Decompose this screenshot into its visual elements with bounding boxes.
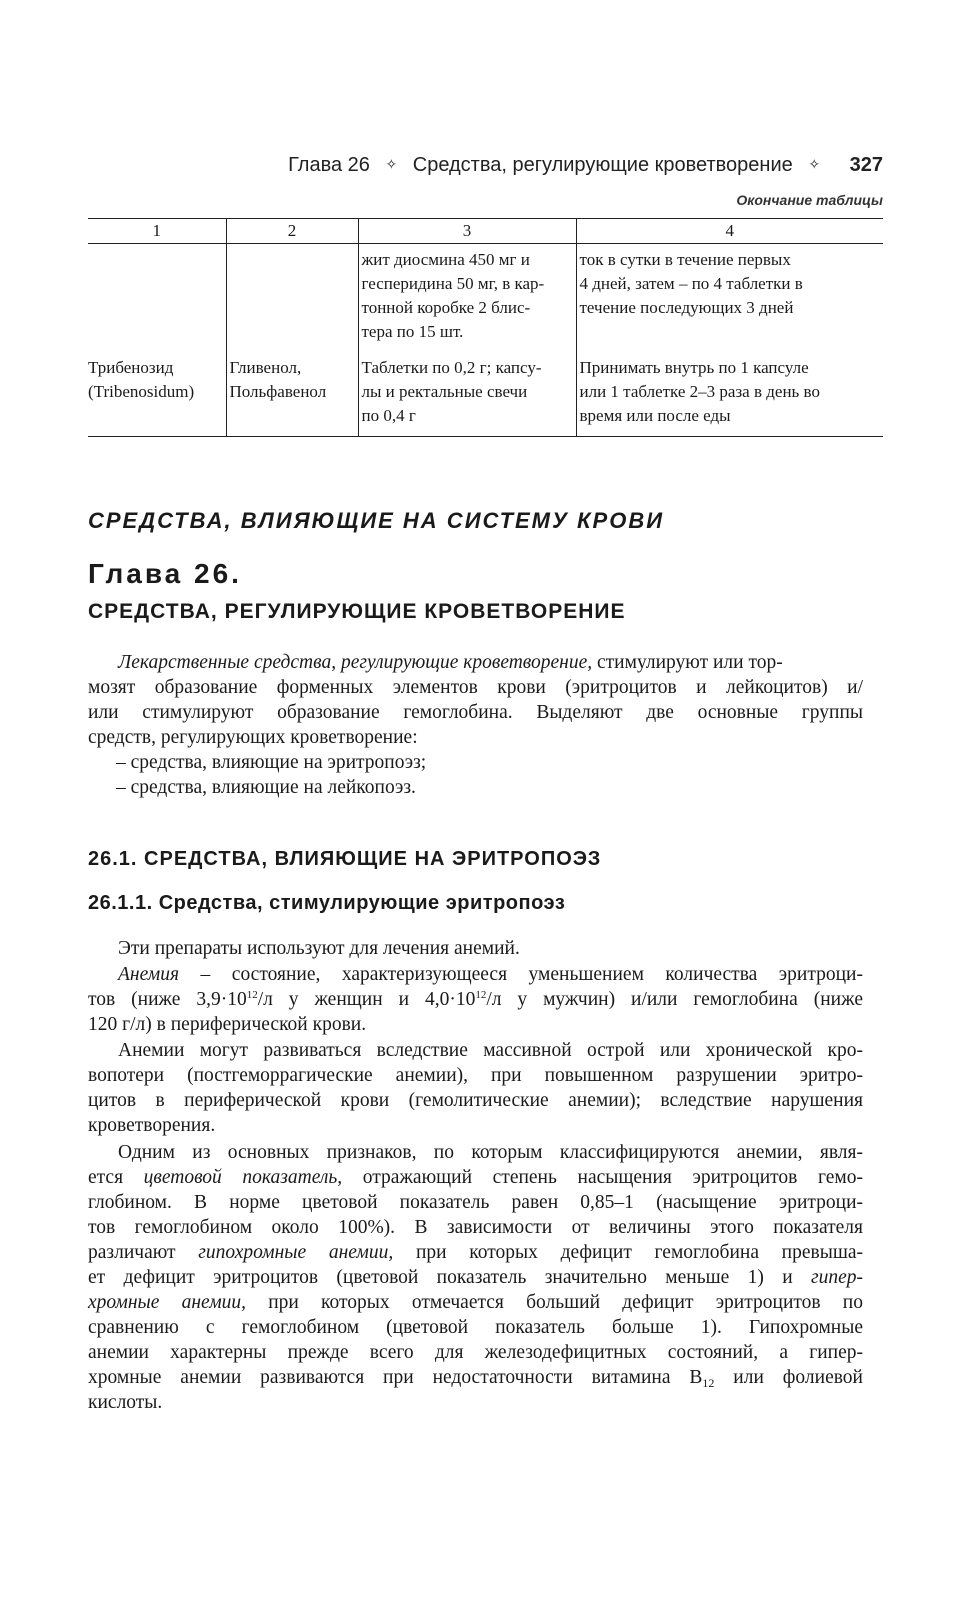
- text-line: тов гемоглобином около 100%). В зависимости от величины этого показателя: [88, 1217, 863, 1238]
- cell-line: ток в сутки в течение первых: [579, 250, 791, 269]
- table-cell: [226, 244, 358, 353]
- text-span: при которых отмечается больший дефицит эритроцитов по: [246, 1292, 863, 1313]
- text-line: [88, 1290, 863, 1315]
- italic-term: цветовой показатель,: [143, 1167, 343, 1188]
- table-cell: [358, 244, 576, 353]
- text-span: тов (ниже 3,9·10: [88, 989, 247, 1010]
- text-line: Одним из основных признаков, по которым классифицируются анемии, явля-: [118, 1142, 863, 1163]
- text-span: ет дефицит эритроцитов (цветовой показатель значительно меньше 1) и: [88, 1267, 811, 1288]
- table-row: [88, 352, 883, 437]
- cell-line: Трибенозид: [88, 358, 174, 377]
- cell-line: течение последующих 3 дней: [579, 298, 794, 317]
- table-row: [88, 244, 883, 353]
- paragraph: [88, 1140, 863, 1415]
- text-span: хромные анемии развиваются при недостаточности витамина В: [88, 1367, 703, 1388]
- cell-line: (Tribenosidum): [88, 382, 195, 401]
- paragraph: [88, 936, 863, 961]
- cell-line: жит диосмина 450 мг и: [361, 250, 530, 269]
- column-header: 4: [576, 219, 883, 244]
- running-head: [0, 154, 883, 177]
- text-span: /л у мужчин) и/или гемоглобина (ниже: [486, 989, 863, 1010]
- cell-line: по 0,4 г: [361, 406, 416, 425]
- text-line: [88, 1265, 863, 1290]
- superscript: 12: [475, 989, 487, 1001]
- table-cell: [88, 352, 226, 437]
- column-header: 3: [358, 219, 576, 244]
- text-line: [88, 987, 863, 1012]
- text-line: анемии характерны прежде всего для железодефицитных состояний, а гипер-: [88, 1342, 863, 1363]
- cell-line: или 1 таблетке 2–3 раза в день во: [579, 382, 820, 401]
- italic-term: Анемия: [118, 964, 180, 985]
- text-span: – состояние, характеризующееся уменьшением количества эритроци-: [179, 964, 863, 985]
- table-cell: [576, 244, 883, 353]
- diamond-separator-icon: ✧: [808, 156, 821, 172]
- chapter-title: СРЕДСТВА, РЕГУЛИРУЮЩИЕ КРОВЕТВОРЕНИЕ: [88, 600, 626, 623]
- cell-line: Польфавенол: [229, 382, 327, 401]
- subsubsection-title: 26.1.1. Средства, стимулирующие эритропоэз: [88, 892, 566, 914]
- paragraph: [88, 962, 863, 1037]
- cell-line: Таблетки по 0,2 г; капсу-: [361, 358, 542, 377]
- cell-line: Гливенол,: [229, 358, 302, 377]
- page-number: 327: [849, 154, 883, 176]
- cell-line: гесперидина 50 мг, в кар-: [361, 274, 545, 293]
- cell-line: тера по 15 шт.: [361, 322, 464, 341]
- text-line: Эти препараты используют для лечения анемий.: [118, 938, 520, 959]
- text-line: глобином. В норме цветовой показатель равен 0,85–1 (насыщение эритроци-: [88, 1192, 863, 1213]
- table-cell: [576, 352, 883, 437]
- text-line: [88, 1365, 863, 1390]
- text-line: вопотери (постгеморрагические анемии), при повышенном разрушении эритро-: [88, 1065, 863, 1086]
- intro-paragraph: [88, 650, 863, 750]
- italic-term: гипохромные анемии,: [198, 1242, 394, 1263]
- text-line: [88, 1165, 863, 1190]
- text-line: или стимулируют образование гемоглобина. Выделяют две основные группы: [88, 702, 863, 723]
- table-cell: [226, 352, 358, 437]
- chapter-label: Глава 26.: [88, 558, 242, 589]
- cell-line: тонной коробке 2 блис-: [361, 298, 531, 317]
- text-line: [88, 962, 863, 987]
- subsection-title: 26.1. СРЕДСТВА, ВЛИЯЮЩИЕ НА ЭРИТРОПОЭЗ: [88, 848, 602, 870]
- section-title: СРЕДСТВА, ВЛИЯЮЩИЕ НА СИСТЕМУ КРОВИ: [88, 508, 665, 533]
- text-span: стимулируют или тор-: [592, 652, 783, 673]
- table-caption: Окончание таблицы: [736, 192, 883, 208]
- italic-term: гипер-: [810, 1267, 863, 1288]
- text-span: /л у женщин и 4,0·10: [257, 989, 476, 1010]
- italic-term: Лекарственные средства, регулирующие кроветворение,: [118, 652, 593, 673]
- diamond-separator-icon: ✧: [385, 156, 398, 172]
- running-head-title: Средства, регулирующие кроветворение: [412, 154, 793, 176]
- column-header: 2: [226, 219, 358, 244]
- superscript: 12: [246, 989, 258, 1001]
- text-span: ется: [88, 1167, 144, 1188]
- cell-line: лы и ректальные свечи: [361, 382, 528, 401]
- text-line: цитов в периферической крови (гемолитические анемии); вследствие нарушения: [88, 1090, 863, 1111]
- running-head-chapter: Глава 26: [288, 154, 370, 176]
- text-line: кислоты.: [88, 1392, 163, 1413]
- paragraph: [88, 1038, 863, 1138]
- text-span: различают: [88, 1242, 199, 1263]
- text-line: Анемии могут развиваться вследствие массивной острой или хронической кро-: [118, 1040, 863, 1061]
- cell-line: 4 дней, затем – по 4 таблетки в: [579, 274, 803, 293]
- text-span: отражающий степень насыщения эритроцитов гемо-: [342, 1167, 863, 1188]
- list-item: – средства, влияющие на лейкопоэз.: [116, 777, 416, 798]
- cell-line: время или после еды: [579, 406, 731, 425]
- table-cell: [88, 244, 226, 353]
- text-line: средств, регулирующих кроветворение:: [88, 727, 418, 748]
- text-line: [88, 650, 863, 675]
- text-span: при которых дефицит гемоглобина превыша-: [393, 1242, 863, 1263]
- cell-line: Принимать внутрь по 1 капсуле: [579, 358, 809, 377]
- table-cell: [358, 352, 576, 437]
- list-item: – средства, влияющие на эритропоэз;: [116, 752, 427, 773]
- text-line: 120 г/л) в периферической крови.: [88, 1014, 367, 1035]
- text-line: мозят образование форменных элементов крови (эритроцитов и лейкоцитов) и/: [88, 677, 863, 698]
- text-line: сравнению с гемоглобином (цветовой показатель больше 1). Гипохромные: [88, 1317, 863, 1338]
- drug-table: [88, 218, 883, 437]
- table-header-row: [88, 219, 883, 244]
- text-line: кроветворения.: [88, 1115, 216, 1136]
- text-line: [88, 1240, 863, 1265]
- text-span: или фолиевой: [714, 1367, 863, 1388]
- subscript: 12: [702, 1376, 715, 1390]
- italic-term: хромные анемии,: [88, 1292, 247, 1313]
- column-header: 1: [88, 219, 226, 244]
